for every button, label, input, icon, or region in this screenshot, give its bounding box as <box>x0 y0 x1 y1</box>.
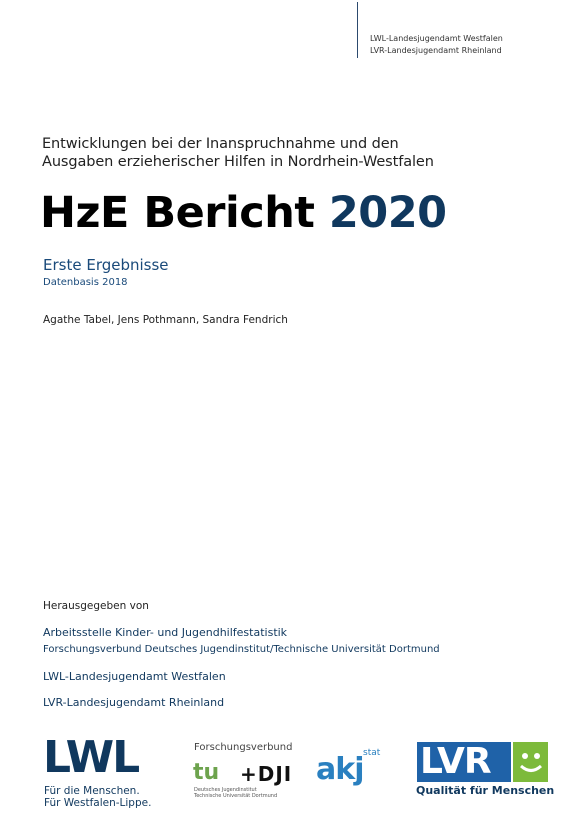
issuer-block <box>370 33 503 57</box>
lwl-tagline <box>44 785 151 809</box>
issuer-lwl: LWL-Landesjugendamt Westfalen <box>370 34 503 43</box>
dji-subtext <box>194 787 277 799</box>
publisher-akjstat: Arbeitsstelle Kinder- und Jugendhilfestatistik <box>43 626 288 639</box>
authors: Agathe Tabel, Jens Pothmann, Sandra Fendrich <box>43 314 288 326</box>
publisher-label: Herausgegeben von <box>43 600 149 612</box>
issuer-lvr: LVR-Landesjugendamt Rheinland <box>370 46 502 55</box>
akjstat-logo: akj <box>316 752 364 787</box>
dji-subtext-1: Deutsches Jugendinstitut <box>194 787 257 793</box>
subtitle-line-2: Ausgaben erzieherischer Hilfen in Nordrhein-Westfalen <box>42 154 434 170</box>
lvr-tagline: Qualität für Menschen <box>416 784 555 797</box>
dji-logo: +DJI <box>240 762 293 786</box>
database-label: Datenbasis 2018 <box>43 277 128 288</box>
report-subtitle <box>42 135 434 171</box>
lwl-tagline-2: Für Westfalen-Lippe. <box>44 797 152 809</box>
report-title <box>40 187 447 239</box>
title-word: HzE Bericht <box>40 188 315 238</box>
tu-logo: tu <box>193 760 220 785</box>
header-divider <box>357 2 358 58</box>
lvr-logo: LVR <box>420 741 491 782</box>
dji-subtext-2: Technische Universität Dortmund <box>194 793 278 799</box>
forschungsverbund-label: Forschungsverbund <box>194 742 293 753</box>
subtitle-line-1: Entwicklungen bei der Inanspruchnahme und den <box>42 136 399 152</box>
lvr-smile-icon <box>513 742 548 782</box>
publisher-akjstat-sub: Forschungsverbund Deutsches Jugendinstitut/Technische Universität Dortmund <box>43 644 440 655</box>
publisher-lwl: LWL-Landesjugendamt Westfalen <box>43 670 226 683</box>
title-year: 2020 <box>328 188 447 238</box>
akjstat-logo-stat: stat <box>363 748 381 758</box>
lwl-tagline-1: Für die Menschen. <box>44 785 140 797</box>
publisher-lvr: LVR-Landesjugendamt Rheinland <box>43 696 225 709</box>
lwl-logo: LWL <box>43 732 139 783</box>
edition-label: Erste Ergebnisse <box>43 256 169 274</box>
